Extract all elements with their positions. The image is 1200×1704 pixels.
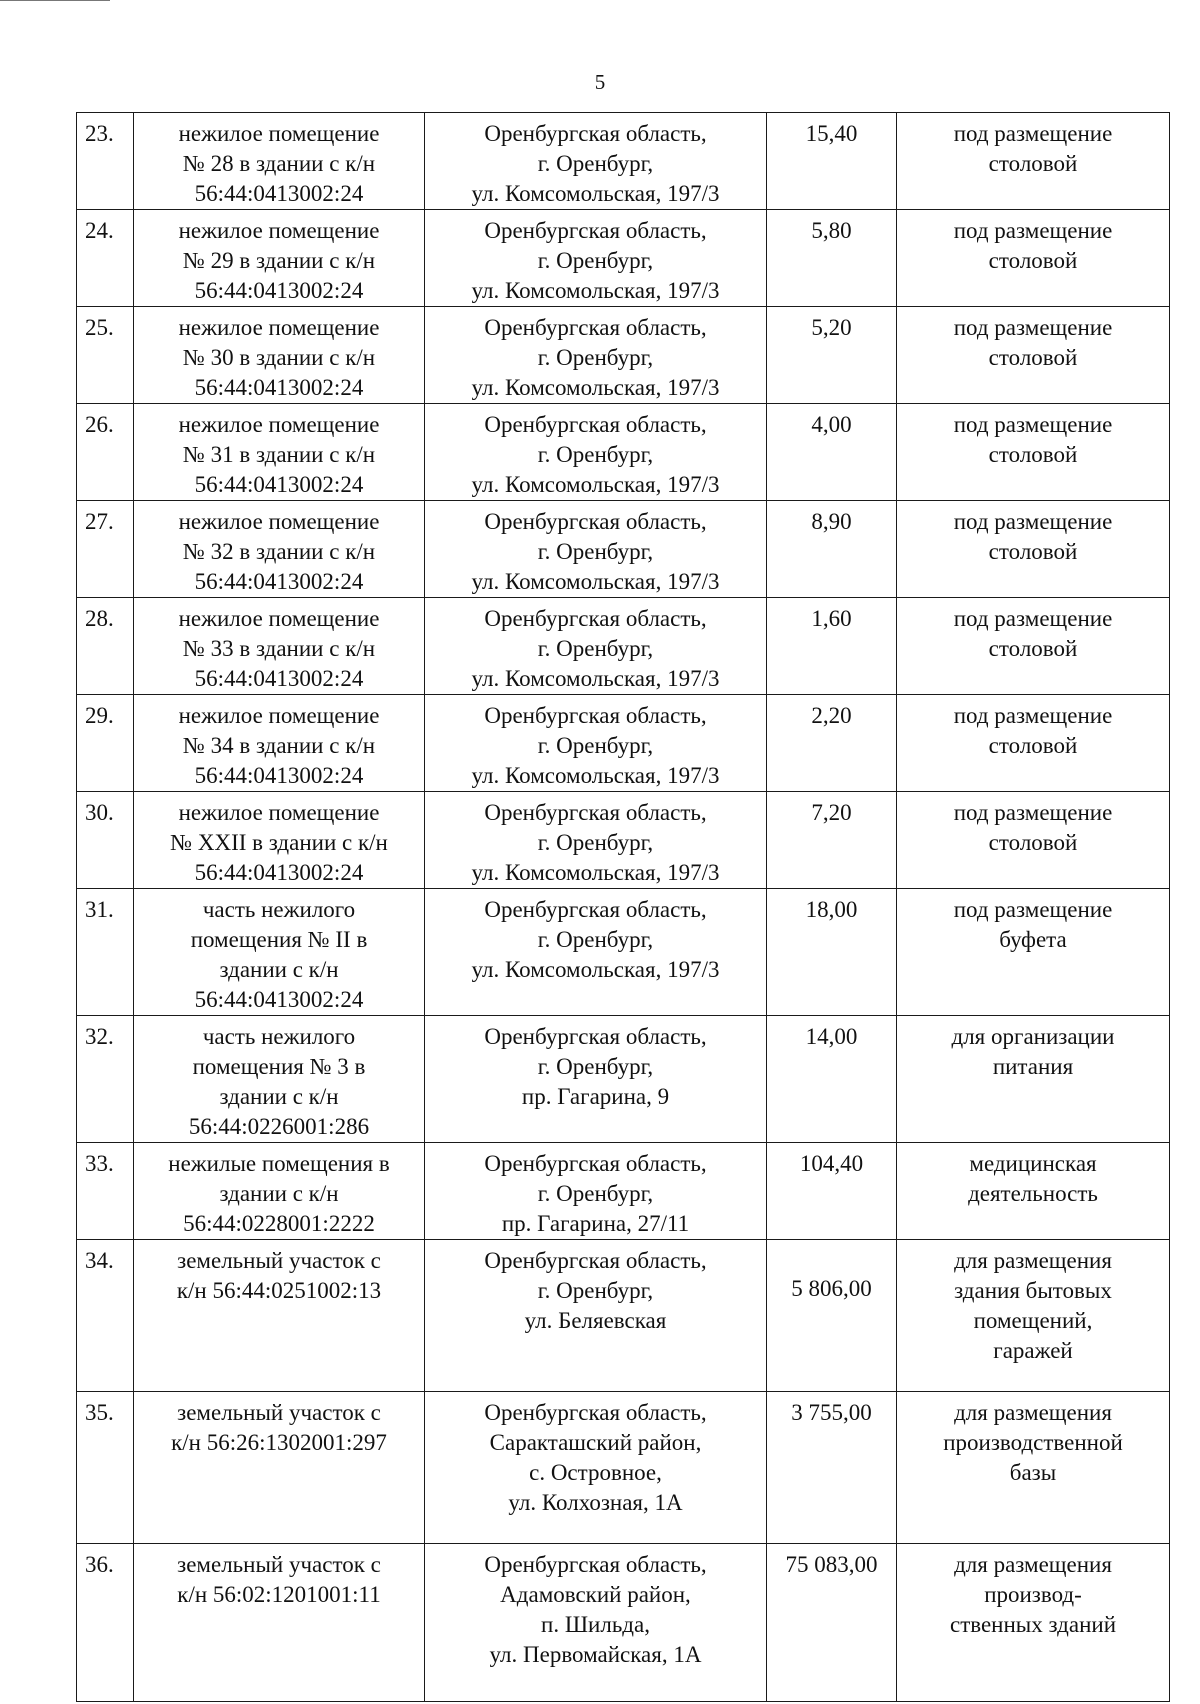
- object-address: Оренбургская область, г. Оренбург, ул. Комсомольская, 197/3: [425, 210, 767, 307]
- object-area: 18,00: [767, 889, 897, 1016]
- object-description: нежилое помещение № 31 в здании с к/н 56:44:0413002:24: [134, 404, 425, 501]
- object-purpose: для размещения здания бытовых помещений, гаражей: [897, 1240, 1170, 1392]
- row-number: 35.: [77, 1392, 134, 1544]
- object-description: нежилое помещение № 33 в здании с к/н 56:44:0413002:24: [134, 598, 425, 695]
- row-number: 28.: [77, 598, 134, 695]
- table-row: [77, 307, 1170, 404]
- table-row: [77, 598, 1170, 695]
- row-number: 29.: [77, 695, 134, 792]
- object-purpose: под размещение столовой: [897, 598, 1170, 695]
- table-row: [77, 210, 1170, 307]
- object-purpose: под размещение столовой: [897, 307, 1170, 404]
- object-area: 5 806,00: [767, 1240, 897, 1392]
- property-registry-table: [76, 112, 1170, 1702]
- table-row: [77, 404, 1170, 501]
- object-description: нежилое помещение № 29 в здании с к/н 56:44:0413002:24: [134, 210, 425, 307]
- object-address: Оренбургская область, г. Оренбург, ул. Комсомольская, 197/3: [425, 501, 767, 598]
- object-area: 14,00: [767, 1016, 897, 1143]
- object-area: 7,20: [767, 792, 897, 889]
- object-purpose: медицинская деятельность: [897, 1143, 1170, 1240]
- object-address: Оренбургская область, г. Оренбург, ул. Комсомольская, 197/3: [425, 695, 767, 792]
- object-description: земельный участок с к/н 56:02:1201001:11: [134, 1544, 425, 1702]
- object-description: нежилое помещение № 34 в здании с к/н 56:44:0413002:24: [134, 695, 425, 792]
- page-number: 5: [594, 70, 606, 94]
- row-number: 23.: [77, 113, 134, 210]
- object-description: нежилое помещение № XXII в здании с к/н 56:44:0413002:24: [134, 792, 425, 889]
- object-description: часть нежилого помещения № II в здании с к/н 56:44:0413002:24: [134, 889, 425, 1016]
- object-area: 5,20: [767, 307, 897, 404]
- object-address: Оренбургская область, Саракташский район, с. Островное, ул. Колхозная, 1А: [425, 1392, 767, 1544]
- object-address: Оренбургская область, Адамовский район, п. Шильда, ул. Первомайская, 1А: [425, 1544, 767, 1702]
- object-area: 1,60: [767, 598, 897, 695]
- object-description: земельный участок с к/н 56:26:1302001:297: [134, 1392, 425, 1544]
- object-address: Оренбургская область, г. Оренбург, ул. Комсомольская, 197/3: [425, 307, 767, 404]
- object-description: нежилое помещение № 32 в здании с к/н 56:44:0413002:24: [134, 501, 425, 598]
- object-area: 15,40: [767, 113, 897, 210]
- scan-edge-mark: [0, 0, 110, 1]
- object-address: Оренбургская область, г. Оренбург, ул. Комсомольская, 197/3: [425, 889, 767, 1016]
- row-number: 27.: [77, 501, 134, 598]
- row-number: 31.: [77, 889, 134, 1016]
- object-area: 104,40: [767, 1143, 897, 1240]
- object-purpose: под размещение буфета: [897, 889, 1170, 1016]
- object-purpose: для организации питания: [897, 1016, 1170, 1143]
- row-number: 26.: [77, 404, 134, 501]
- row-number: 33.: [77, 1143, 134, 1240]
- object-area: 4,00: [767, 404, 897, 501]
- object-description: нежилые помещения в здании с к/н 56:44:0228001:2222: [134, 1143, 425, 1240]
- object-purpose: для размещения производственной базы: [897, 1392, 1170, 1544]
- object-area: 5,80: [767, 210, 897, 307]
- object-area: 75 083,00: [767, 1544, 897, 1702]
- object-purpose: под размещение столовой: [897, 792, 1170, 889]
- table-row: [77, 501, 1170, 598]
- object-address: Оренбургская область, г. Оренбург, пр. Гагарина, 9: [425, 1016, 767, 1143]
- table-row: [77, 792, 1170, 889]
- table-row: [77, 889, 1170, 1016]
- row-number: 32.: [77, 1016, 134, 1143]
- table-row: [77, 113, 1170, 210]
- object-description: нежилое помещение № 30 в здании с к/н 56:44:0413002:24: [134, 307, 425, 404]
- object-purpose: под размещение столовой: [897, 695, 1170, 792]
- object-description: земельный участок с к/н 56:44:0251002:13: [134, 1240, 425, 1392]
- object-purpose: под размещение столовой: [897, 210, 1170, 307]
- object-address: Оренбургская область, г. Оренбург, ул. Комсомольская, 197/3: [425, 404, 767, 501]
- object-address: Оренбургская область, г. Оренбург, ул. Беляевская: [425, 1240, 767, 1392]
- table-row: [77, 1016, 1170, 1143]
- object-description: нежилое помещение № 28 в здании с к/н 56:44:0413002:24: [134, 113, 425, 210]
- object-purpose: под размещение столовой: [897, 404, 1170, 501]
- table-row: [77, 1544, 1170, 1702]
- object-area: 8,90: [767, 501, 897, 598]
- row-number: 36.: [77, 1544, 134, 1702]
- object-address: Оренбургская область, г. Оренбург, пр. Гагарина, 27/11: [425, 1143, 767, 1240]
- object-address: Оренбургская область, г. Оренбург, ул. Комсомольская, 197/3: [425, 598, 767, 695]
- object-purpose: под размещение столовой: [897, 113, 1170, 210]
- table-row: [77, 695, 1170, 792]
- registry-body: [77, 113, 1170, 1702]
- object-description: часть нежилого помещения № 3 в здании с к/н 56:44:0226001:286: [134, 1016, 425, 1143]
- object-address: Оренбургская область, г. Оренбург, ул. Комсомольская, 197/3: [425, 792, 767, 889]
- table-row: [77, 1240, 1170, 1392]
- table-row: [77, 1392, 1170, 1544]
- row-number: 25.: [77, 307, 134, 404]
- row-number: 34.: [77, 1240, 134, 1392]
- row-number: 30.: [77, 792, 134, 889]
- object-area: 3 755,00: [767, 1392, 897, 1544]
- object-area: 2,20: [767, 695, 897, 792]
- table-row: [77, 1143, 1170, 1240]
- object-purpose: для размещения производ- ственных зданий: [897, 1544, 1170, 1702]
- object-purpose: под размещение столовой: [897, 501, 1170, 598]
- object-address: Оренбургская область, г. Оренбург, ул. Комсомольская, 197/3: [425, 113, 767, 210]
- row-number: 24.: [77, 210, 134, 307]
